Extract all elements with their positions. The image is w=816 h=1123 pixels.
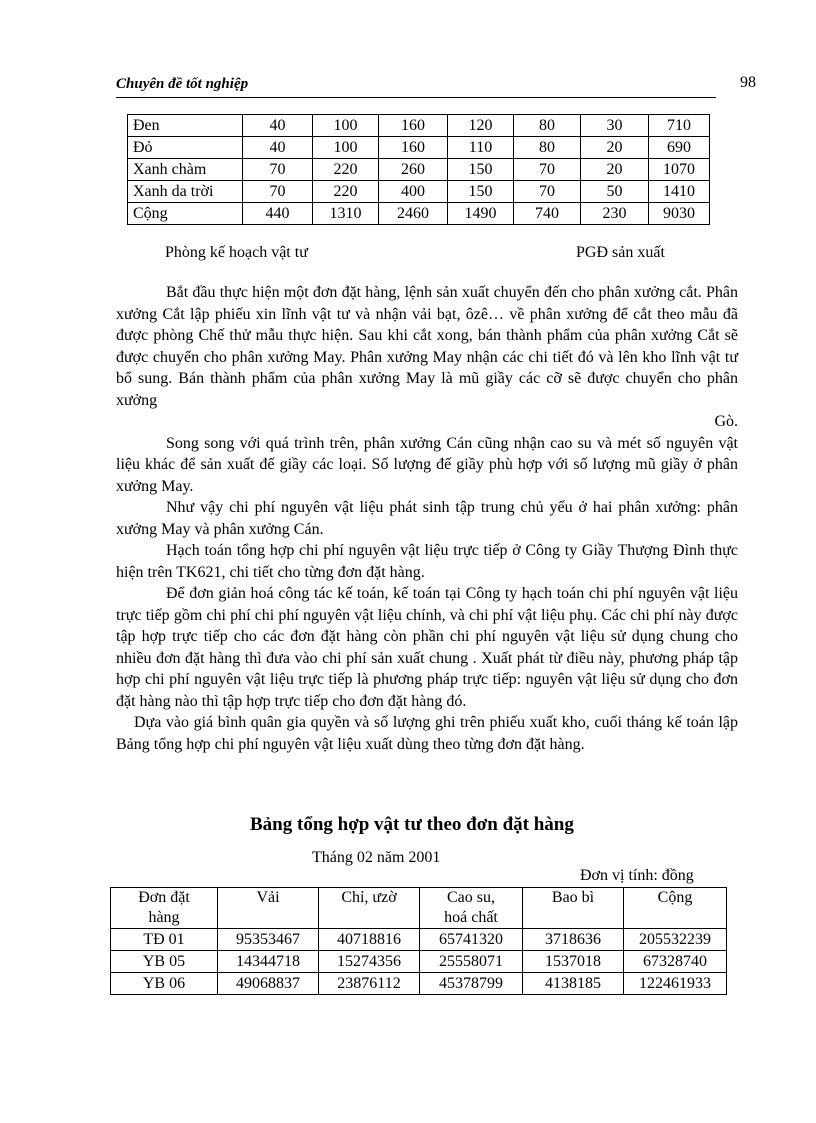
table-row xyxy=(111,973,727,995)
table-cell: 100 xyxy=(313,115,379,137)
table-cell: 40 xyxy=(243,137,313,159)
table-cell: 220 xyxy=(313,181,379,203)
table-cell: 150 xyxy=(448,181,514,203)
table-cell: 160 xyxy=(379,137,448,159)
paragraph-5: Để đơn giản hoá công tác kế toán, kế toán tại Công ty hạch toán chi phí nguyên vật liệu trực tiếp gồm chi phí chi phí nguyên vật liệu chính, và chi phí vật liệu phụ. Các chi phí này được tập hợp trực tiếp cho các đơn đặt hàng còn phần chi phí nguyên vật liệu sử dụng chung cho nhiều đơn đặt hàng thì đưa vào chi phí sản xuất chung . Xuất phát từ điều này, phương pháp tập hợp chi phí nguyên vật liệu trực tiếp là phương pháp trực tiếp: nguyên vật liệu sử dụng cho đơn đặt hàng nào thì tập hợp trực tiếp cho đơn đặt hàng đó. xyxy=(116,585,738,710)
header-divider xyxy=(116,97,716,98)
column-header-line xyxy=(624,908,726,928)
order-code: YB 05 xyxy=(111,951,218,973)
paragraph-1: Bắt đầu thực hiện một đơn đặt hàng, lệnh sản xuất chuyển đến cho phân xưởng cắt. Phân xưởng Cắt lập phiếu xin lĩnh vật tư và nhận vải bạt, ôzê… về phân xưởng để cắt theo mẫu đã được phòng Chế thử mẫu thực hiện. Sau khi cắt xong, bán thành phẩm của phân xưởng Cắt sẽ được chuyển cho phân xưởng May. Phân xưởng May nhận các chi tiết đó và lên kho lĩnh vật tư bổ sung. Bán thành phẩm của phân xưởng May là mũ giầy các cỡ sẽ được chuyển cho phân xưởng xyxy=(116,284,738,409)
table-cell: 80 xyxy=(514,137,581,159)
body-text xyxy=(116,282,738,755)
summary-table-unit: Đơn vị tính: đồng xyxy=(580,867,694,884)
paragraph-4: Hạch toán tổng hợp chi phí nguyên vật liệu trực tiếp ở Công ty Giầy Thượng Đình thực hiện trên TK621, chi tiết cho từng đơn đặt hàng. xyxy=(116,542,738,581)
table-cell: 160 xyxy=(379,115,448,137)
table-cell: 690 xyxy=(649,137,710,159)
summary-table-title: Bảng tổng hợp vật tư theo đơn đặt hàng xyxy=(250,814,574,835)
table-cell: 740 xyxy=(514,203,581,225)
document-title: Chuyên đề tốt nghiệp xyxy=(116,76,249,92)
table-cell: 122461933 xyxy=(624,973,727,995)
table-row xyxy=(111,951,727,973)
column-header-line: Bao bì xyxy=(551,889,595,906)
table-cell: 50 xyxy=(581,181,649,203)
column-header-line: Vải xyxy=(256,889,280,906)
table-cell: 400 xyxy=(379,181,448,203)
table-cell: 100 xyxy=(313,137,379,159)
row-label: Xanh da trời xyxy=(128,181,243,203)
table-cell: 9030 xyxy=(649,203,710,225)
table-cell: 1490 xyxy=(448,203,514,225)
table-cell: 150 xyxy=(448,159,514,181)
table-cell: 230 xyxy=(581,203,649,225)
material-color-table xyxy=(127,114,710,225)
column-header-line xyxy=(319,908,419,928)
table-cell: 710 xyxy=(649,115,710,137)
column-header xyxy=(319,888,420,929)
column-header-line: Cao su, xyxy=(447,889,495,906)
table-cell: 220 xyxy=(313,159,379,181)
table-cell: 40718816 xyxy=(319,929,420,951)
signature-planning-dept: Phòng kế hoạch vật tư xyxy=(165,244,308,261)
table-cell: 23876112 xyxy=(319,973,420,995)
table-row xyxy=(128,137,710,159)
column-header xyxy=(420,888,523,929)
table-cell: 1310 xyxy=(313,203,379,225)
paragraph-1-end: Gò. xyxy=(714,413,738,430)
column-header-line: hoá chất xyxy=(444,909,498,926)
table-cell: 80 xyxy=(514,115,581,137)
row-label: Cộng xyxy=(128,203,243,225)
table-cell: 20 xyxy=(581,159,649,181)
table-cell: 25558071 xyxy=(420,951,523,973)
table-cell: 1410 xyxy=(649,181,710,203)
summary-table xyxy=(110,887,727,995)
table-cell: 120 xyxy=(448,115,514,137)
paragraph-6: Dựa vào giá bình quân gia quyền và số lượng ghi trên phiếu xuất kho, cuối tháng kế toán lập Bảng tổng hợp chi phí nguyên vật liệu xuất dùng theo từng đơn đặt hàng. xyxy=(116,714,738,753)
table-cell: 15274356 xyxy=(319,951,420,973)
table-row xyxy=(128,203,710,225)
table-cell: 1537018 xyxy=(523,951,624,973)
table-cell: 1070 xyxy=(649,159,710,181)
table-cell: 3718636 xyxy=(523,929,624,951)
column-header xyxy=(111,888,218,929)
column-header xyxy=(218,888,319,929)
column-header-line xyxy=(218,908,318,928)
paragraph-3: Như vậy chi phí nguyên vật liệu phát sinh tập trung chủ yếu ở hai phân xưởng: phân xưởng May và phân xưởng Cán. xyxy=(116,499,738,538)
column-header xyxy=(624,888,727,929)
table-row xyxy=(128,115,710,137)
table-cell: 20 xyxy=(581,137,649,159)
table-cell: 70 xyxy=(514,159,581,181)
column-header xyxy=(523,888,624,929)
column-header-line: Cộng xyxy=(657,889,693,906)
column-header-line: Chỉ, ưzờ xyxy=(341,889,397,906)
table-row xyxy=(128,181,710,203)
row-label: Đỏ xyxy=(128,137,243,159)
table-cell: 30 xyxy=(581,115,649,137)
table-cell: 14344718 xyxy=(218,951,319,973)
summary-table-month: Tháng 02 năm 2001 xyxy=(312,849,441,866)
table-cell: 205532239 xyxy=(624,929,727,951)
table-cell: 110 xyxy=(448,137,514,159)
table-cell: 70 xyxy=(243,181,313,203)
table-row xyxy=(111,929,727,951)
table-cell: 40 xyxy=(243,115,313,137)
signature-production-deputy: PGĐ sản xuất xyxy=(576,244,665,261)
column-header-line xyxy=(523,908,623,928)
column-header-line: hàng xyxy=(148,909,180,926)
table-cell: 70 xyxy=(514,181,581,203)
table-cell: 65741320 xyxy=(420,929,523,951)
row-label: Đen xyxy=(128,115,243,137)
table-cell: 260 xyxy=(379,159,448,181)
table-row xyxy=(128,159,710,181)
row-label: Xanh chàm xyxy=(128,159,243,181)
table-cell: 45378799 xyxy=(420,973,523,995)
table-cell: 2460 xyxy=(379,203,448,225)
page-header xyxy=(116,74,756,98)
table-cell: 70 xyxy=(243,159,313,181)
table-cell: 67328740 xyxy=(624,951,727,973)
order-code: YB 06 xyxy=(111,973,218,995)
order-code: TĐ 01 xyxy=(111,929,218,951)
table-cell: 49068837 xyxy=(218,973,319,995)
paragraph-2: Song song với quá trình trên, phân xưởng Cán cũng nhận cao su và mét số nguyên vật liệu khác để sản xuất đế giầy các loại. Số lượng đế giầy phù hợp với số lượng mũ giầy ở phân xưởng May. xyxy=(116,434,738,495)
table-cell: 4138185 xyxy=(523,973,624,995)
table-cell: 95353467 xyxy=(218,929,319,951)
page-number: 98 xyxy=(740,74,756,91)
table-cell: 440 xyxy=(243,203,313,225)
column-header-line: Đơn đặt xyxy=(138,889,190,906)
